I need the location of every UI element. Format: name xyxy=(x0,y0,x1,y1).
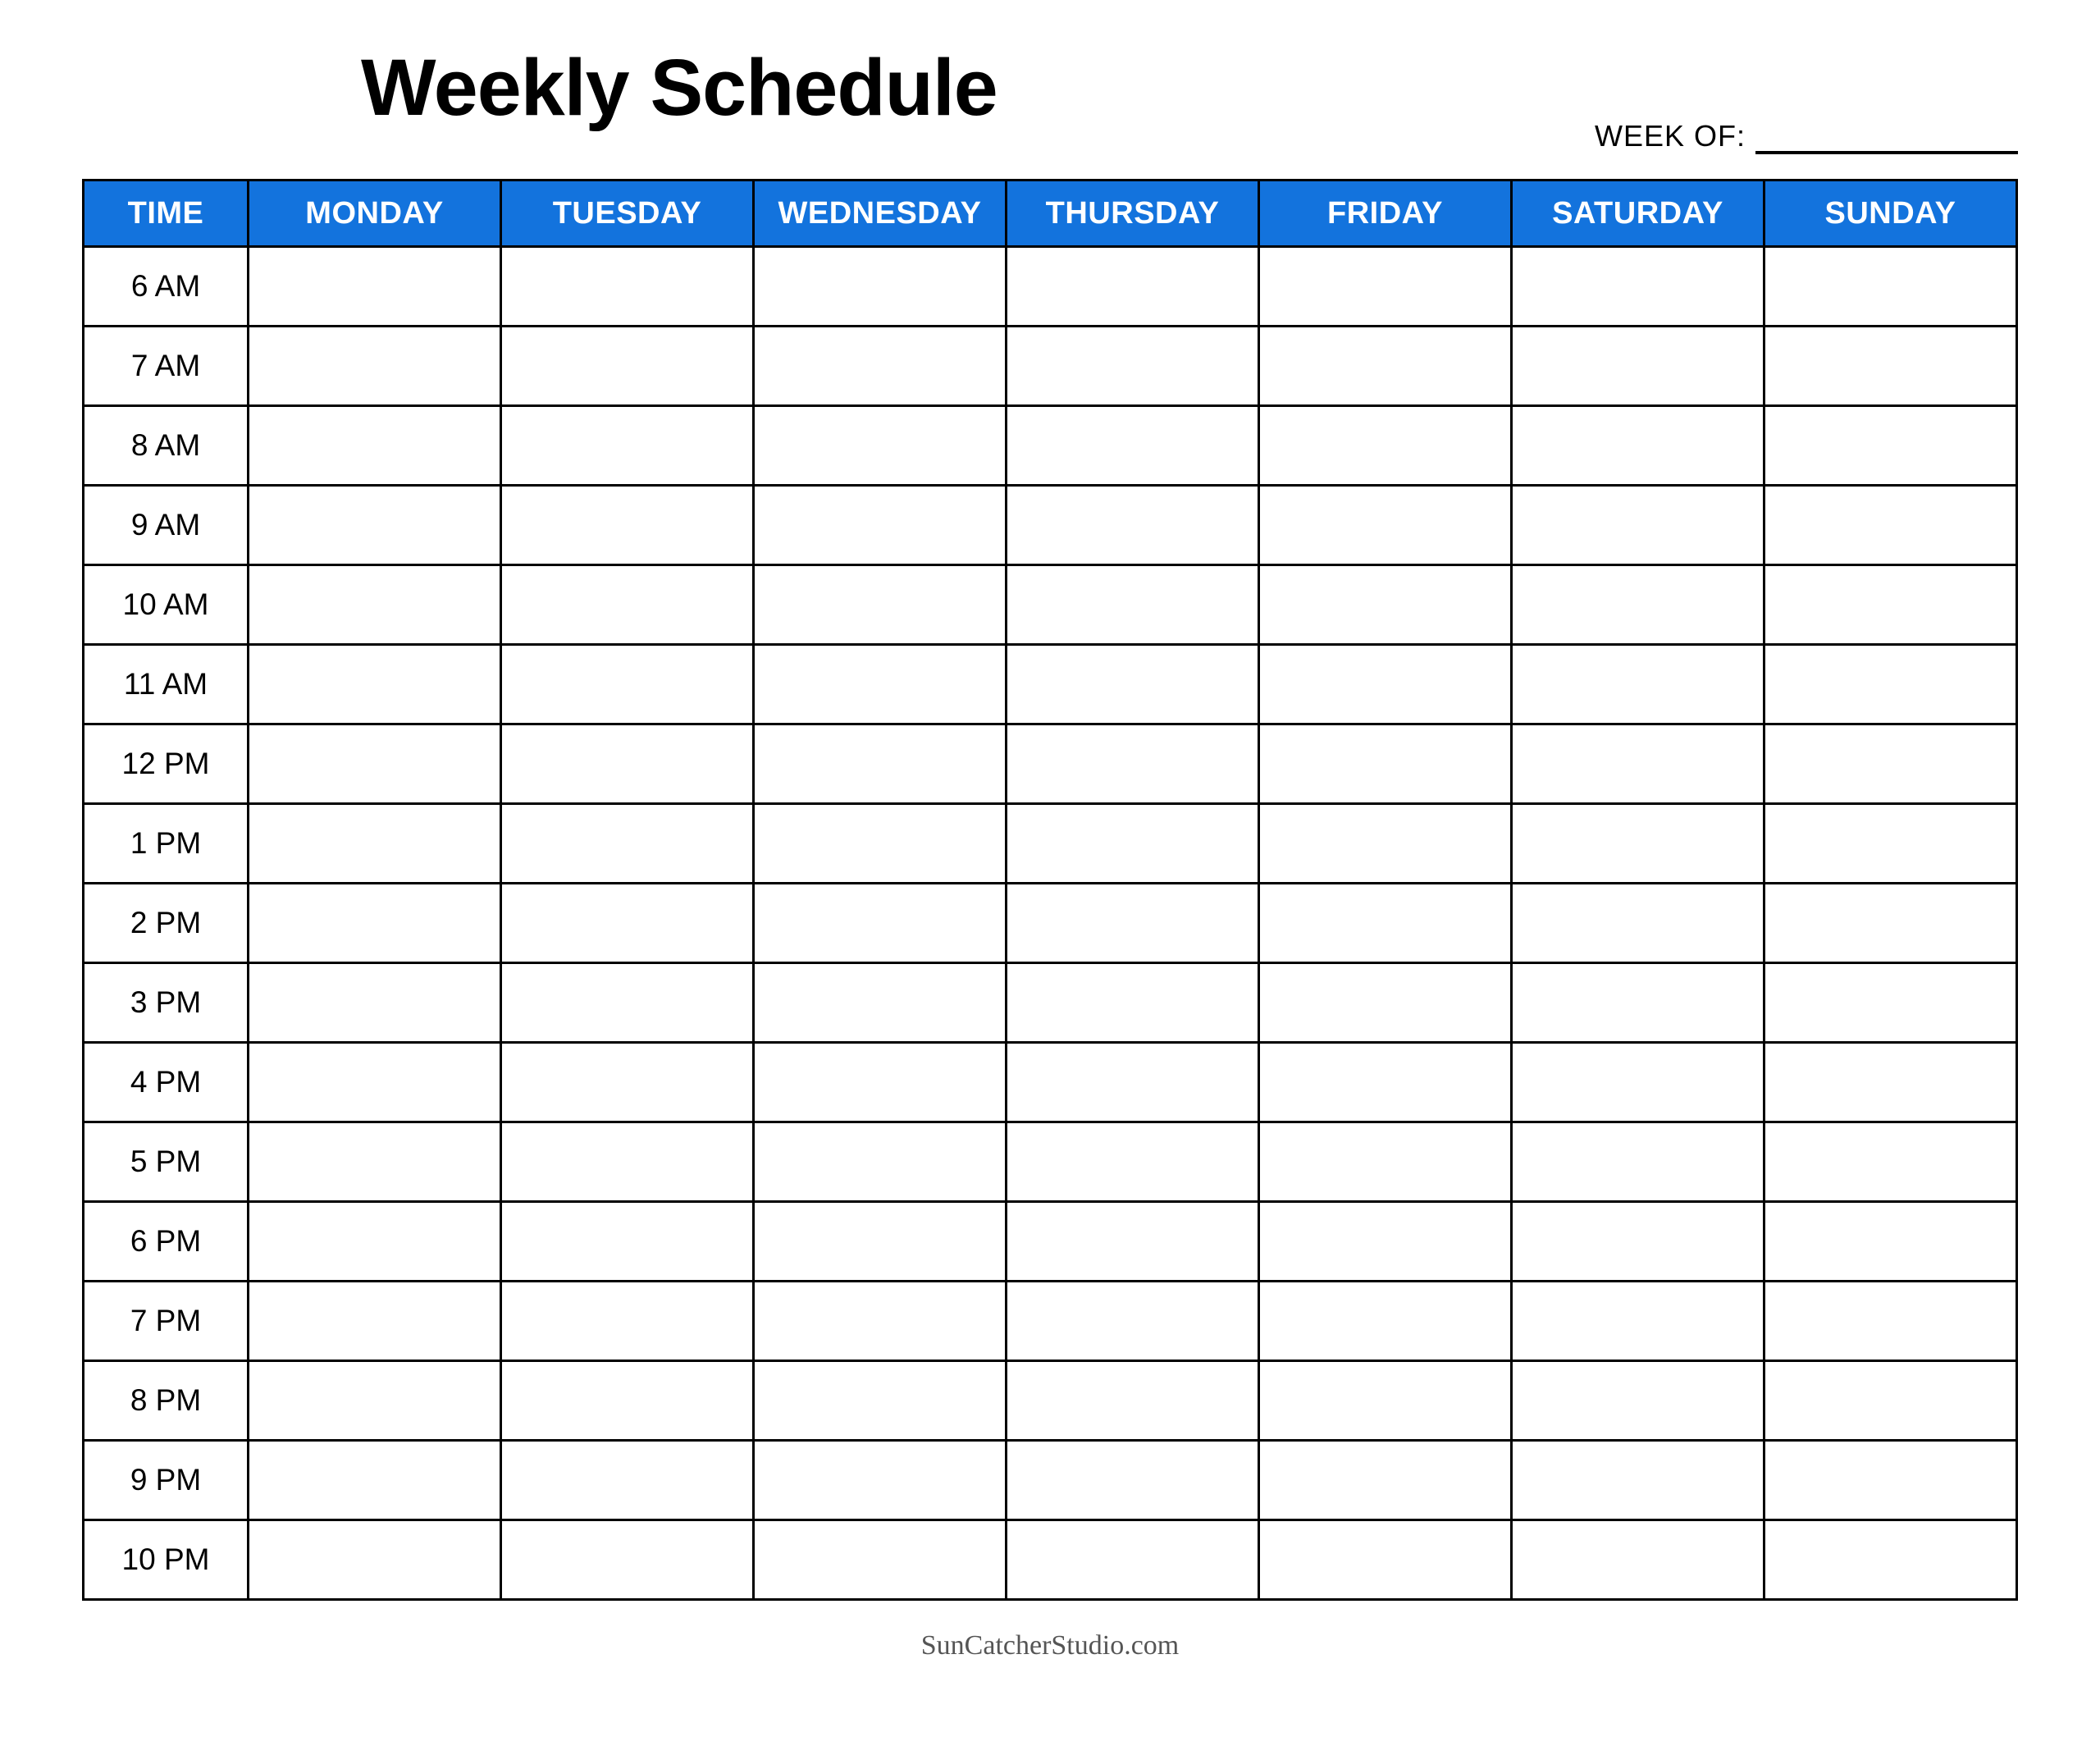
schedule-cell[interactable] xyxy=(1259,1282,1512,1361)
schedule-cell[interactable] xyxy=(1007,1441,1259,1520)
schedule-cell[interactable] xyxy=(1007,1122,1259,1202)
schedule-cell[interactable] xyxy=(1512,1202,1764,1282)
schedule-cell[interactable] xyxy=(249,486,501,565)
schedule-cell[interactable] xyxy=(1259,1043,1512,1122)
table-row xyxy=(84,247,2017,327)
schedule-cell[interactable] xyxy=(1764,1520,2017,1600)
time-label: 7 AM xyxy=(84,327,249,406)
time-label: 11 AM xyxy=(84,645,249,724)
schedule-cell[interactable] xyxy=(501,645,754,724)
table-row xyxy=(84,1202,2017,1282)
table-row xyxy=(84,724,2017,804)
schedule-cell[interactable] xyxy=(1259,1361,1512,1441)
schedule-cell[interactable] xyxy=(501,1202,754,1282)
schedule-cell[interactable] xyxy=(501,884,754,963)
week-of-blank-line[interactable] xyxy=(1755,150,2018,154)
schedule-cell[interactable] xyxy=(249,406,501,486)
table-row xyxy=(84,963,2017,1043)
column-header-friday: FRIDAY xyxy=(1259,181,1512,247)
schedule-cell[interactable] xyxy=(754,884,1007,963)
schedule-cell[interactable] xyxy=(1007,406,1259,486)
schedule-cell[interactable] xyxy=(1764,645,2017,724)
schedule-cell[interactable] xyxy=(1007,724,1259,804)
schedule-cell[interactable] xyxy=(1764,247,2017,327)
schedule-cell[interactable] xyxy=(1007,1282,1259,1361)
schedule-cell[interactable] xyxy=(501,1043,754,1122)
schedule-cell[interactable] xyxy=(1259,1520,1512,1600)
time-label: 8 AM xyxy=(84,406,249,486)
column-header-tuesday: TUESDAY xyxy=(501,181,754,247)
schedule-cell[interactable] xyxy=(249,1122,501,1202)
schedule-cell[interactable] xyxy=(1512,406,1764,486)
schedule-cell[interactable] xyxy=(1764,406,2017,486)
schedule-cell[interactable] xyxy=(1007,963,1259,1043)
schedule-cell[interactable] xyxy=(754,724,1007,804)
schedule-cell[interactable] xyxy=(754,565,1007,645)
schedule-cell[interactable] xyxy=(1512,1520,1764,1600)
time-label: 5 PM xyxy=(84,1122,249,1202)
schedule-table xyxy=(82,179,2018,1601)
schedule-cell[interactable] xyxy=(1764,1441,2017,1520)
schedule-cell[interactable] xyxy=(501,406,754,486)
schedule-cell[interactable] xyxy=(1764,1361,2017,1441)
column-header-wednesday: WEDNESDAY xyxy=(754,181,1007,247)
schedule-cell[interactable] xyxy=(1007,1361,1259,1441)
table-row xyxy=(84,1361,2017,1441)
schedule-cell[interactable] xyxy=(1259,1441,1512,1520)
schedule-cell[interactable] xyxy=(249,1202,501,1282)
schedule-cell[interactable] xyxy=(754,1441,1007,1520)
table-row xyxy=(84,1441,2017,1520)
schedule-cell[interactable] xyxy=(1512,1122,1764,1202)
week-of-field[interactable] xyxy=(1595,121,2018,154)
schedule-cell[interactable] xyxy=(501,963,754,1043)
schedule-cell[interactable] xyxy=(1512,1361,1764,1441)
schedule-cell[interactable] xyxy=(1512,963,1764,1043)
table-row xyxy=(84,1520,2017,1600)
schedule-cell[interactable] xyxy=(1764,1282,2017,1361)
schedule-cell[interactable] xyxy=(249,247,501,327)
schedule-cell[interactable] xyxy=(1007,486,1259,565)
schedule-cell[interactable] xyxy=(501,486,754,565)
schedule-cell[interactable] xyxy=(754,327,1007,406)
schedule-cell[interactable] xyxy=(249,884,501,963)
schedule-cell[interactable] xyxy=(249,963,501,1043)
page-header xyxy=(82,0,2018,164)
schedule-cell[interactable] xyxy=(501,1282,754,1361)
schedule-cell[interactable] xyxy=(754,406,1007,486)
schedule-cell[interactable] xyxy=(249,724,501,804)
schedule-cell[interactable] xyxy=(754,1361,1007,1441)
table-row xyxy=(84,565,2017,645)
schedule-cell[interactable] xyxy=(1259,327,1512,406)
schedule-cell[interactable] xyxy=(1764,1122,2017,1202)
schedule-cell[interactable] xyxy=(1512,1441,1764,1520)
schedule-cell[interactable] xyxy=(1512,884,1764,963)
schedule-cell[interactable] xyxy=(249,1441,501,1520)
schedule-cell[interactable] xyxy=(1259,963,1512,1043)
time-label: 10 PM xyxy=(84,1520,249,1600)
schedule-cell[interactable] xyxy=(1764,724,2017,804)
time-label: 1 PM xyxy=(84,804,249,884)
time-label: 3 PM xyxy=(84,963,249,1043)
column-header-thursday: THURSDAY xyxy=(1007,181,1259,247)
schedule-cell[interactable] xyxy=(1512,486,1764,565)
schedule-cell[interactable] xyxy=(1007,1202,1259,1282)
time-label: 2 PM xyxy=(84,884,249,963)
time-label: 6 AM xyxy=(84,247,249,327)
time-label: 7 PM xyxy=(84,1282,249,1361)
schedule-cell[interactable] xyxy=(1259,406,1512,486)
schedule-cell[interactable] xyxy=(1764,1043,2017,1122)
schedule-cell[interactable] xyxy=(501,565,754,645)
table-row xyxy=(84,1122,2017,1202)
schedule-cell[interactable] xyxy=(1007,565,1259,645)
schedule-cell[interactable] xyxy=(754,1043,1007,1122)
schedule-cell[interactable] xyxy=(1007,1520,1259,1600)
schedule-cell[interactable] xyxy=(754,1202,1007,1282)
schedule-cell[interactable] xyxy=(501,724,754,804)
schedule-cell[interactable] xyxy=(1259,247,1512,327)
footer-credit: SunCatcherStudio.com xyxy=(920,1630,1180,1661)
schedule-cell[interactable] xyxy=(1764,565,2017,645)
schedule-cell[interactable] xyxy=(1512,645,1764,724)
schedule-cell[interactable] xyxy=(1259,804,1512,884)
schedule-cell[interactable] xyxy=(249,1361,501,1441)
schedule-cell[interactable] xyxy=(1512,1043,1764,1122)
schedule-cell[interactable] xyxy=(754,486,1007,565)
schedule-cell[interactable] xyxy=(1259,1202,1512,1282)
schedule-cell[interactable] xyxy=(1259,884,1512,963)
schedule-cell[interactable] xyxy=(754,1520,1007,1600)
schedule-cell[interactable] xyxy=(754,247,1007,327)
schedule-cell[interactable] xyxy=(754,1122,1007,1202)
schedule-cell[interactable] xyxy=(501,247,754,327)
column-header-monday: MONDAY xyxy=(249,181,501,247)
time-label: 9 PM xyxy=(84,1441,249,1520)
schedule-cell[interactable] xyxy=(1512,1282,1764,1361)
schedule-cell[interactable] xyxy=(1764,1202,2017,1282)
schedule-cell[interactable] xyxy=(1512,247,1764,327)
table-row xyxy=(84,327,2017,406)
schedule-cell[interactable] xyxy=(1007,884,1259,963)
column-header-saturday: SATURDAY xyxy=(1512,181,1764,247)
schedule-cell[interactable] xyxy=(1259,565,1512,645)
schedule-cell[interactable] xyxy=(501,804,754,884)
schedule-cell[interactable] xyxy=(501,1520,754,1600)
table-row xyxy=(84,645,2017,724)
schedule-cell[interactable] xyxy=(249,645,501,724)
schedule-cell[interactable] xyxy=(501,1361,754,1441)
schedule-cell[interactable] xyxy=(754,963,1007,1043)
schedule-cell[interactable] xyxy=(1007,247,1259,327)
schedule-cell[interactable] xyxy=(1259,1122,1512,1202)
schedule-cell[interactable] xyxy=(1007,1043,1259,1122)
time-label: 10 AM xyxy=(84,565,249,645)
schedule-cell[interactable] xyxy=(1764,804,2017,884)
schedule-cell[interactable] xyxy=(249,804,501,884)
table-row xyxy=(84,1043,2017,1122)
time-label: 8 PM xyxy=(84,1361,249,1441)
schedule-cell[interactable] xyxy=(754,645,1007,724)
time-label: 9 AM xyxy=(84,486,249,565)
schedule-cell[interactable] xyxy=(501,327,754,406)
schedule-cell[interactable] xyxy=(1007,645,1259,724)
time-label: 6 PM xyxy=(84,1202,249,1282)
schedule-cell[interactable] xyxy=(1764,884,2017,963)
schedule-cell[interactable] xyxy=(754,1282,1007,1361)
schedule-table-wrapper xyxy=(82,179,2018,1601)
schedule-cell[interactable] xyxy=(249,1043,501,1122)
schedule-cell[interactable] xyxy=(1007,327,1259,406)
schedule-cell[interactable] xyxy=(249,1520,501,1600)
schedule-cell[interactable] xyxy=(1259,645,1512,724)
schedule-cell[interactable] xyxy=(754,804,1007,884)
schedule-cell[interactable] xyxy=(1259,486,1512,565)
schedule-cell[interactable] xyxy=(501,1122,754,1202)
schedule-cell[interactable] xyxy=(1007,804,1259,884)
table-row xyxy=(84,486,2017,565)
table-header-row xyxy=(84,181,2017,247)
schedule-cell[interactable] xyxy=(1512,724,1764,804)
schedule-cell[interactable] xyxy=(1764,327,2017,406)
schedule-cell[interactable] xyxy=(1764,486,2017,565)
schedule-cell[interactable] xyxy=(501,1441,754,1520)
table-row xyxy=(84,804,2017,884)
schedule-cell[interactable] xyxy=(249,1282,501,1361)
table-row xyxy=(84,884,2017,963)
schedule-cell[interactable] xyxy=(249,565,501,645)
page-title: Weekly Schedule xyxy=(361,43,998,132)
table-row xyxy=(84,406,2017,486)
time-label: 12 PM xyxy=(84,724,249,804)
schedule-cell[interactable] xyxy=(1512,565,1764,645)
column-header-sunday: SUNDAY xyxy=(1764,181,2017,247)
schedule-cell[interactable] xyxy=(1512,327,1764,406)
schedule-table-body xyxy=(84,247,2017,1600)
schedule-cell[interactable] xyxy=(249,327,501,406)
table-row xyxy=(84,1282,2017,1361)
schedule-cell[interactable] xyxy=(1764,963,2017,1043)
schedule-cell[interactable] xyxy=(1512,804,1764,884)
time-label: 4 PM xyxy=(84,1043,249,1122)
week-of-label: WEEK OF: xyxy=(1594,119,1746,153)
column-header-time: TIME xyxy=(84,181,249,247)
schedule-table-head xyxy=(84,181,2017,247)
schedule-cell[interactable] xyxy=(1259,724,1512,804)
